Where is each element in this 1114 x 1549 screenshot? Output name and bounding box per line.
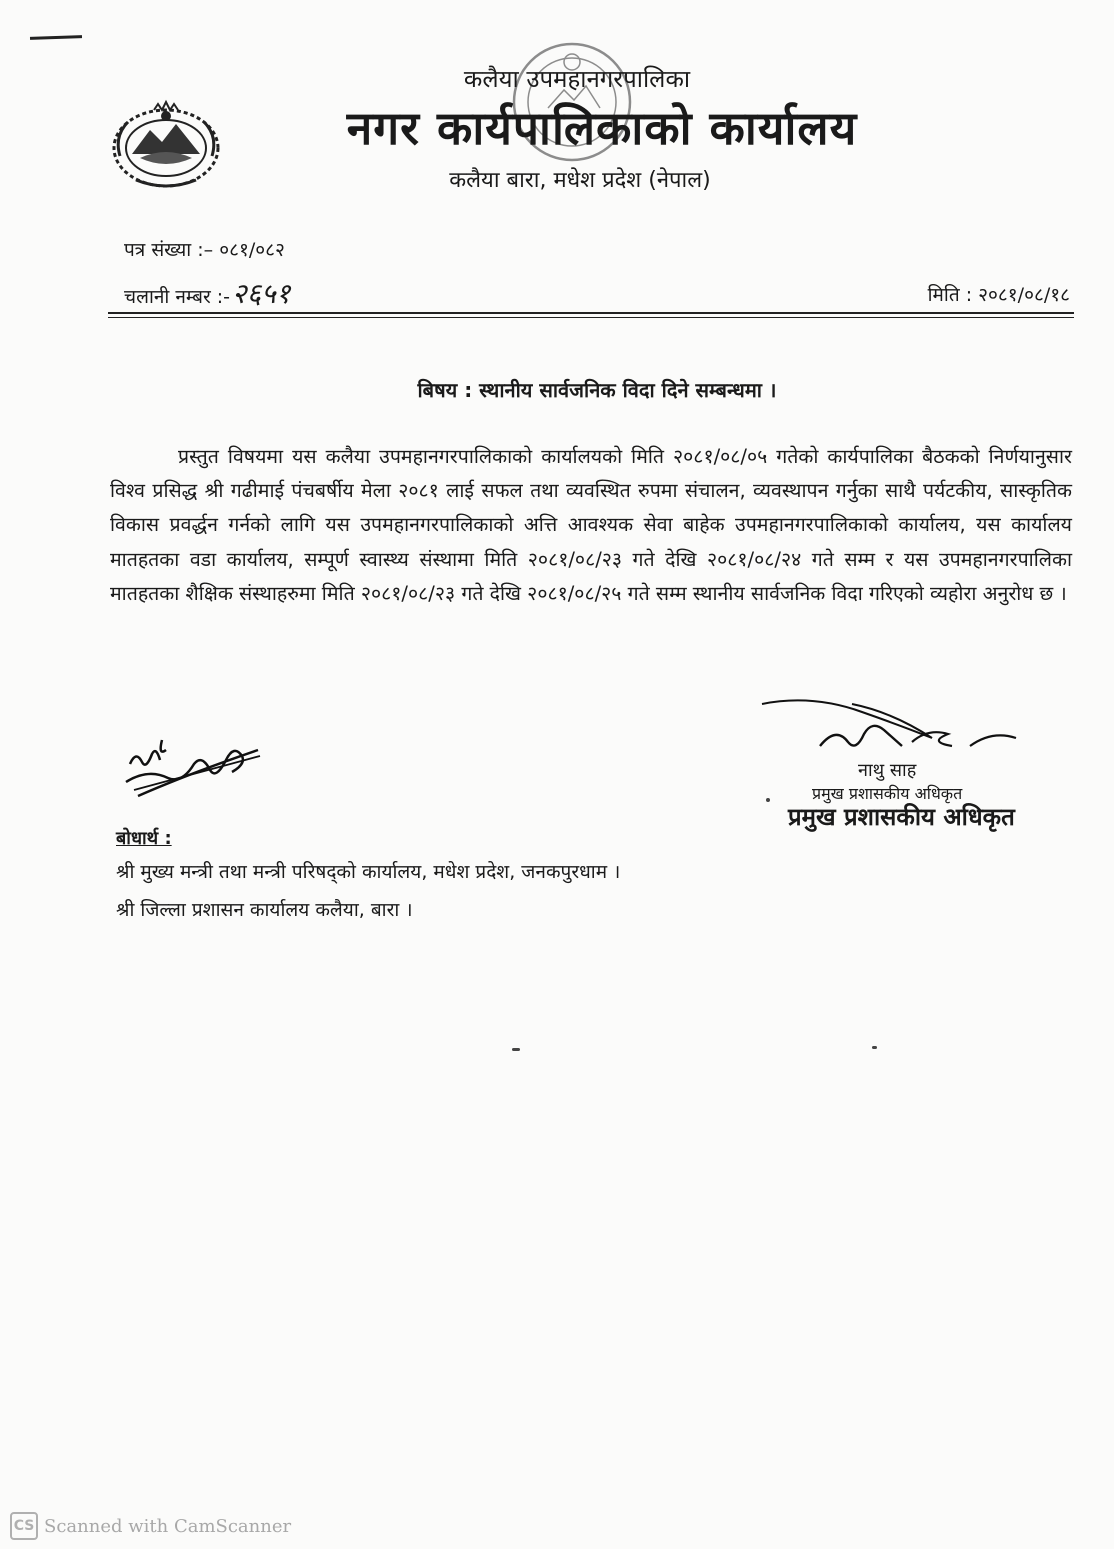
- subject-line: बिषय : स्थानीय सार्वजनिक विदा दिने सम्बन्धमा ।: [417, 378, 777, 402]
- camscanner-logo-icon: CS: [10, 1512, 38, 1540]
- office-address: कलैया बारा, मधेश प्रदेश (नेपाल): [449, 168, 711, 193]
- body-paragraph: प्रस्तुत विषयमा यस कलैया उपमहानगरपालिकाको कार्यालयको मिति २०८१/०८/०५ गतेको कार्यपालिका बैठकको निर्णयानुसार विश्व प्रसिद्ध श्री गढीमाई पंचबर्षीय मेला २०८१ लाई सफल तथा व्यवस्थित रुपमा संचालन, व्यवस्थापन गर्नुका साथै पर्यटकीय, सास्कृतिक विकास प्रवर्द्धन गर्नको लागि यस उपमहानगरपालिकाको अत्ति आवश्यक सेवा बाहेक उपमहानगरपालिकाको कार्यालय, यस कार्यालय मातहतका वडा कार्यालय, सम्पूर्ण स्वास्थ्य संस्थामा मिति २०८१/०८/२३ गते देखि २०८१/०८/२४ गते सम्म र यस उपमहानगरपालिका मातहतका शैक्षिक संस्थाहरुमा मिति २०८१/०८/२३ गते देखि २०८१/०८/२५ गते सम्म स्थानीय सार्वजनिक विदा गरिएको व्यहोरा अनुरोध छ ।: [110, 445, 1072, 605]
- signatory-name: नाथु साह: [858, 760, 917, 781]
- scan-speck: [766, 798, 770, 802]
- scanner-watermark: [10, 1512, 291, 1540]
- letter-number: [124, 236, 285, 262]
- letter-date-value: २०८१/०८/१८: [978, 284, 1070, 306]
- scan-speck: [512, 1048, 520, 1051]
- letter-date: [928, 281, 1070, 307]
- letter-number-label: पत्र संख्या :–: [124, 239, 214, 261]
- dispatch-number: [124, 274, 290, 312]
- dispatch-number-label: चलानी नम्बर :-: [124, 286, 231, 308]
- dispatch-number-value: २६५१: [232, 277, 291, 310]
- letter-date-label: मिति :: [927, 284, 973, 306]
- cc-item: श्री जिल्ला प्रशासन कार्यालय कलैया, बारा ।: [116, 899, 413, 921]
- header-divider-thin: [108, 317, 1074, 318]
- municipality-name: कलैया उपमहानगरपालिका: [463, 65, 691, 93]
- initials-signature-icon: [118, 720, 268, 800]
- scan-speck: [872, 1046, 877, 1049]
- watermark-text: Scanned with CamScanner: [44, 1515, 292, 1537]
- signatory-title-stamp: प्रमुख प्रशासकीय अधिकृत: [788, 803, 1015, 831]
- office-title: नगर कार्यपालिकाको कार्यालय: [346, 101, 858, 155]
- letter-number-value: ०८१/०८२: [219, 239, 285, 261]
- signatory-title: प्रमुख प्रशासकीय अधिकृत: [812, 784, 963, 803]
- pen-mark: [30, 35, 82, 40]
- cc-item: श्री मुख्य मन्त्री तथा मन्त्री परिषद्को कार्यालय, मधेश प्रदेश, जनकपुरधाम ।: [116, 861, 621, 883]
- header-divider: [108, 312, 1074, 314]
- cc-heading: बोधार्थ :: [116, 828, 172, 849]
